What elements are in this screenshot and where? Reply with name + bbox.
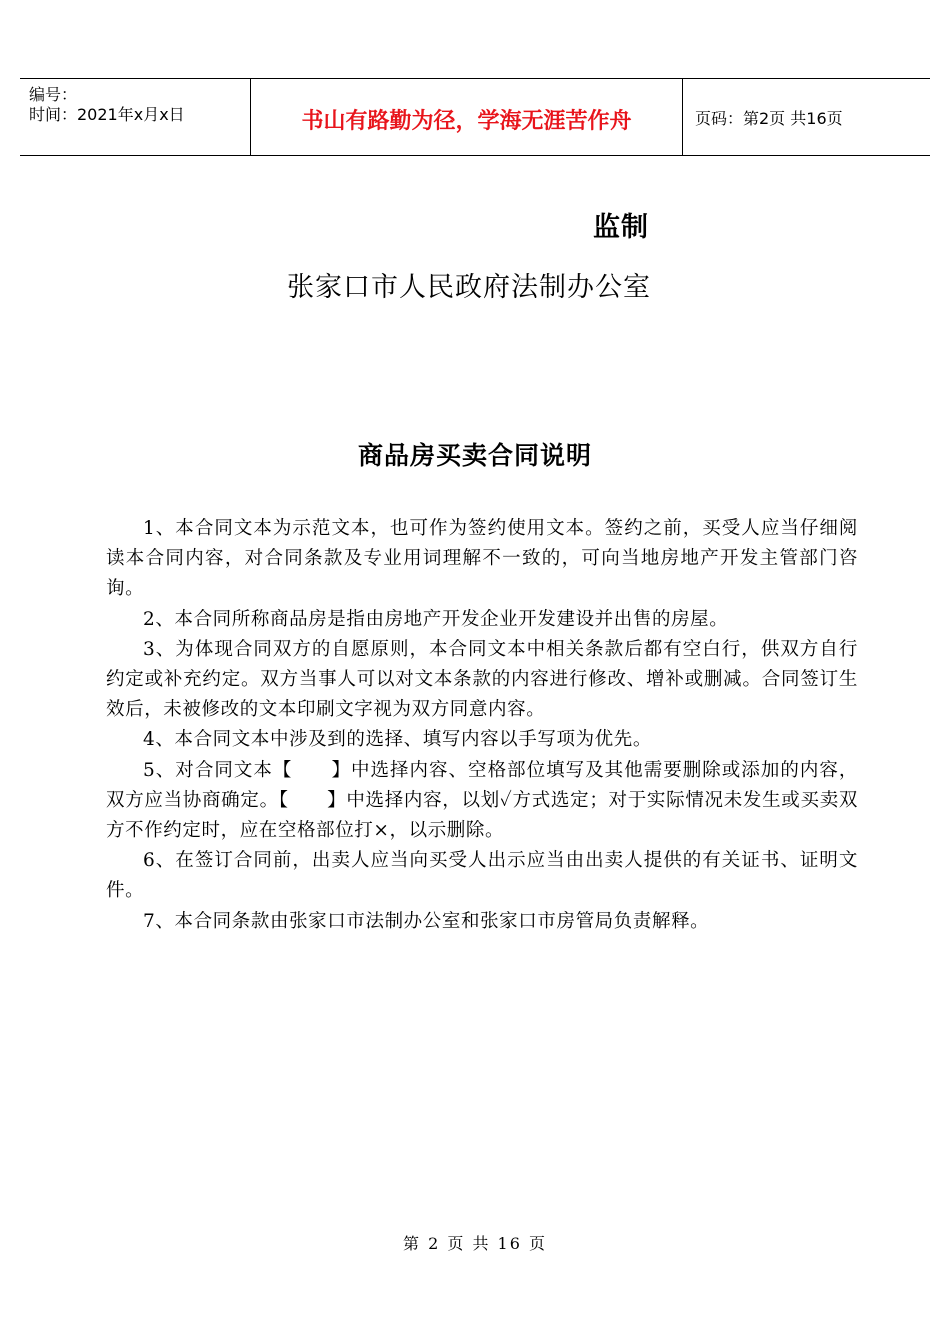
page-footer: 第 2 页 共 16 页	[403, 1234, 547, 1253]
header-page-cell	[683, 79, 930, 155]
instruction-paragraph-2: 2、本合同所称商品房是指由房地产开发企业开发建设并出售的房屋。	[143, 608, 729, 630]
instruction-paragraph-1: 1、本合同文本为示范文本，也可作为签约使用文本。签约之前，买受人应当仔细阅读本合同内容，对合同条款及专业用词理解不一致的，可向当地房地产开发主管部门咨询。	[106, 518, 858, 600]
header-meta-cell	[20, 79, 251, 155]
document-time-label: 时间：2021年x月x日	[29, 105, 185, 124]
instruction-paragraph-4: 4、本合同文本中涉及到的选择、填写内容以手写项为优先。	[143, 729, 652, 751]
supervise-label: 监制	[593, 212, 649, 243]
document-title: 商品房买卖合同说明	[357, 441, 592, 470]
issuer-name: 张家口市人民政府法制办公室	[287, 272, 651, 303]
header-table	[20, 78, 930, 156]
instruction-paragraph-5: 5、对合同文本【 】中选择内容、空格部位填写及其他需要删除或添加的内容，双方应当协商确定。【 】中选择内容，以划✓方式选定；对于实际情况未发生或买卖双方不作约定时，应在空格部位打×，以示删除。	[106, 759, 858, 842]
header-motto-cell	[251, 79, 683, 155]
header-motto: 书山有路勤为径，学海无涯苦作舟	[301, 108, 632, 134]
document-number-label: 编号：	[29, 85, 78, 104]
instructions-body	[106, 514, 858, 937]
instruction-paragraph-3: 3、为体现合同双方的自愿原则，本合同文本中相关条款后都有空白行，供双方自行约定或补充约定。双方当事人可以对文本条款的内容进行修改、增补或删减。合同签订生效后，未被修改的文本印刷文字视为双方同意内容。	[106, 638, 858, 721]
instruction-paragraph-7: 7、本合同条款由张家口市法制办公室和张家口市房管局负责解释。	[143, 910, 710, 932]
header-page-number: 页码：第2页 共16页	[695, 108, 843, 128]
instruction-paragraph-6: 6、在签订合同前，出卖人应当向买受人出示应当由出卖人提供的有关证书、证明文件。	[106, 850, 858, 902]
